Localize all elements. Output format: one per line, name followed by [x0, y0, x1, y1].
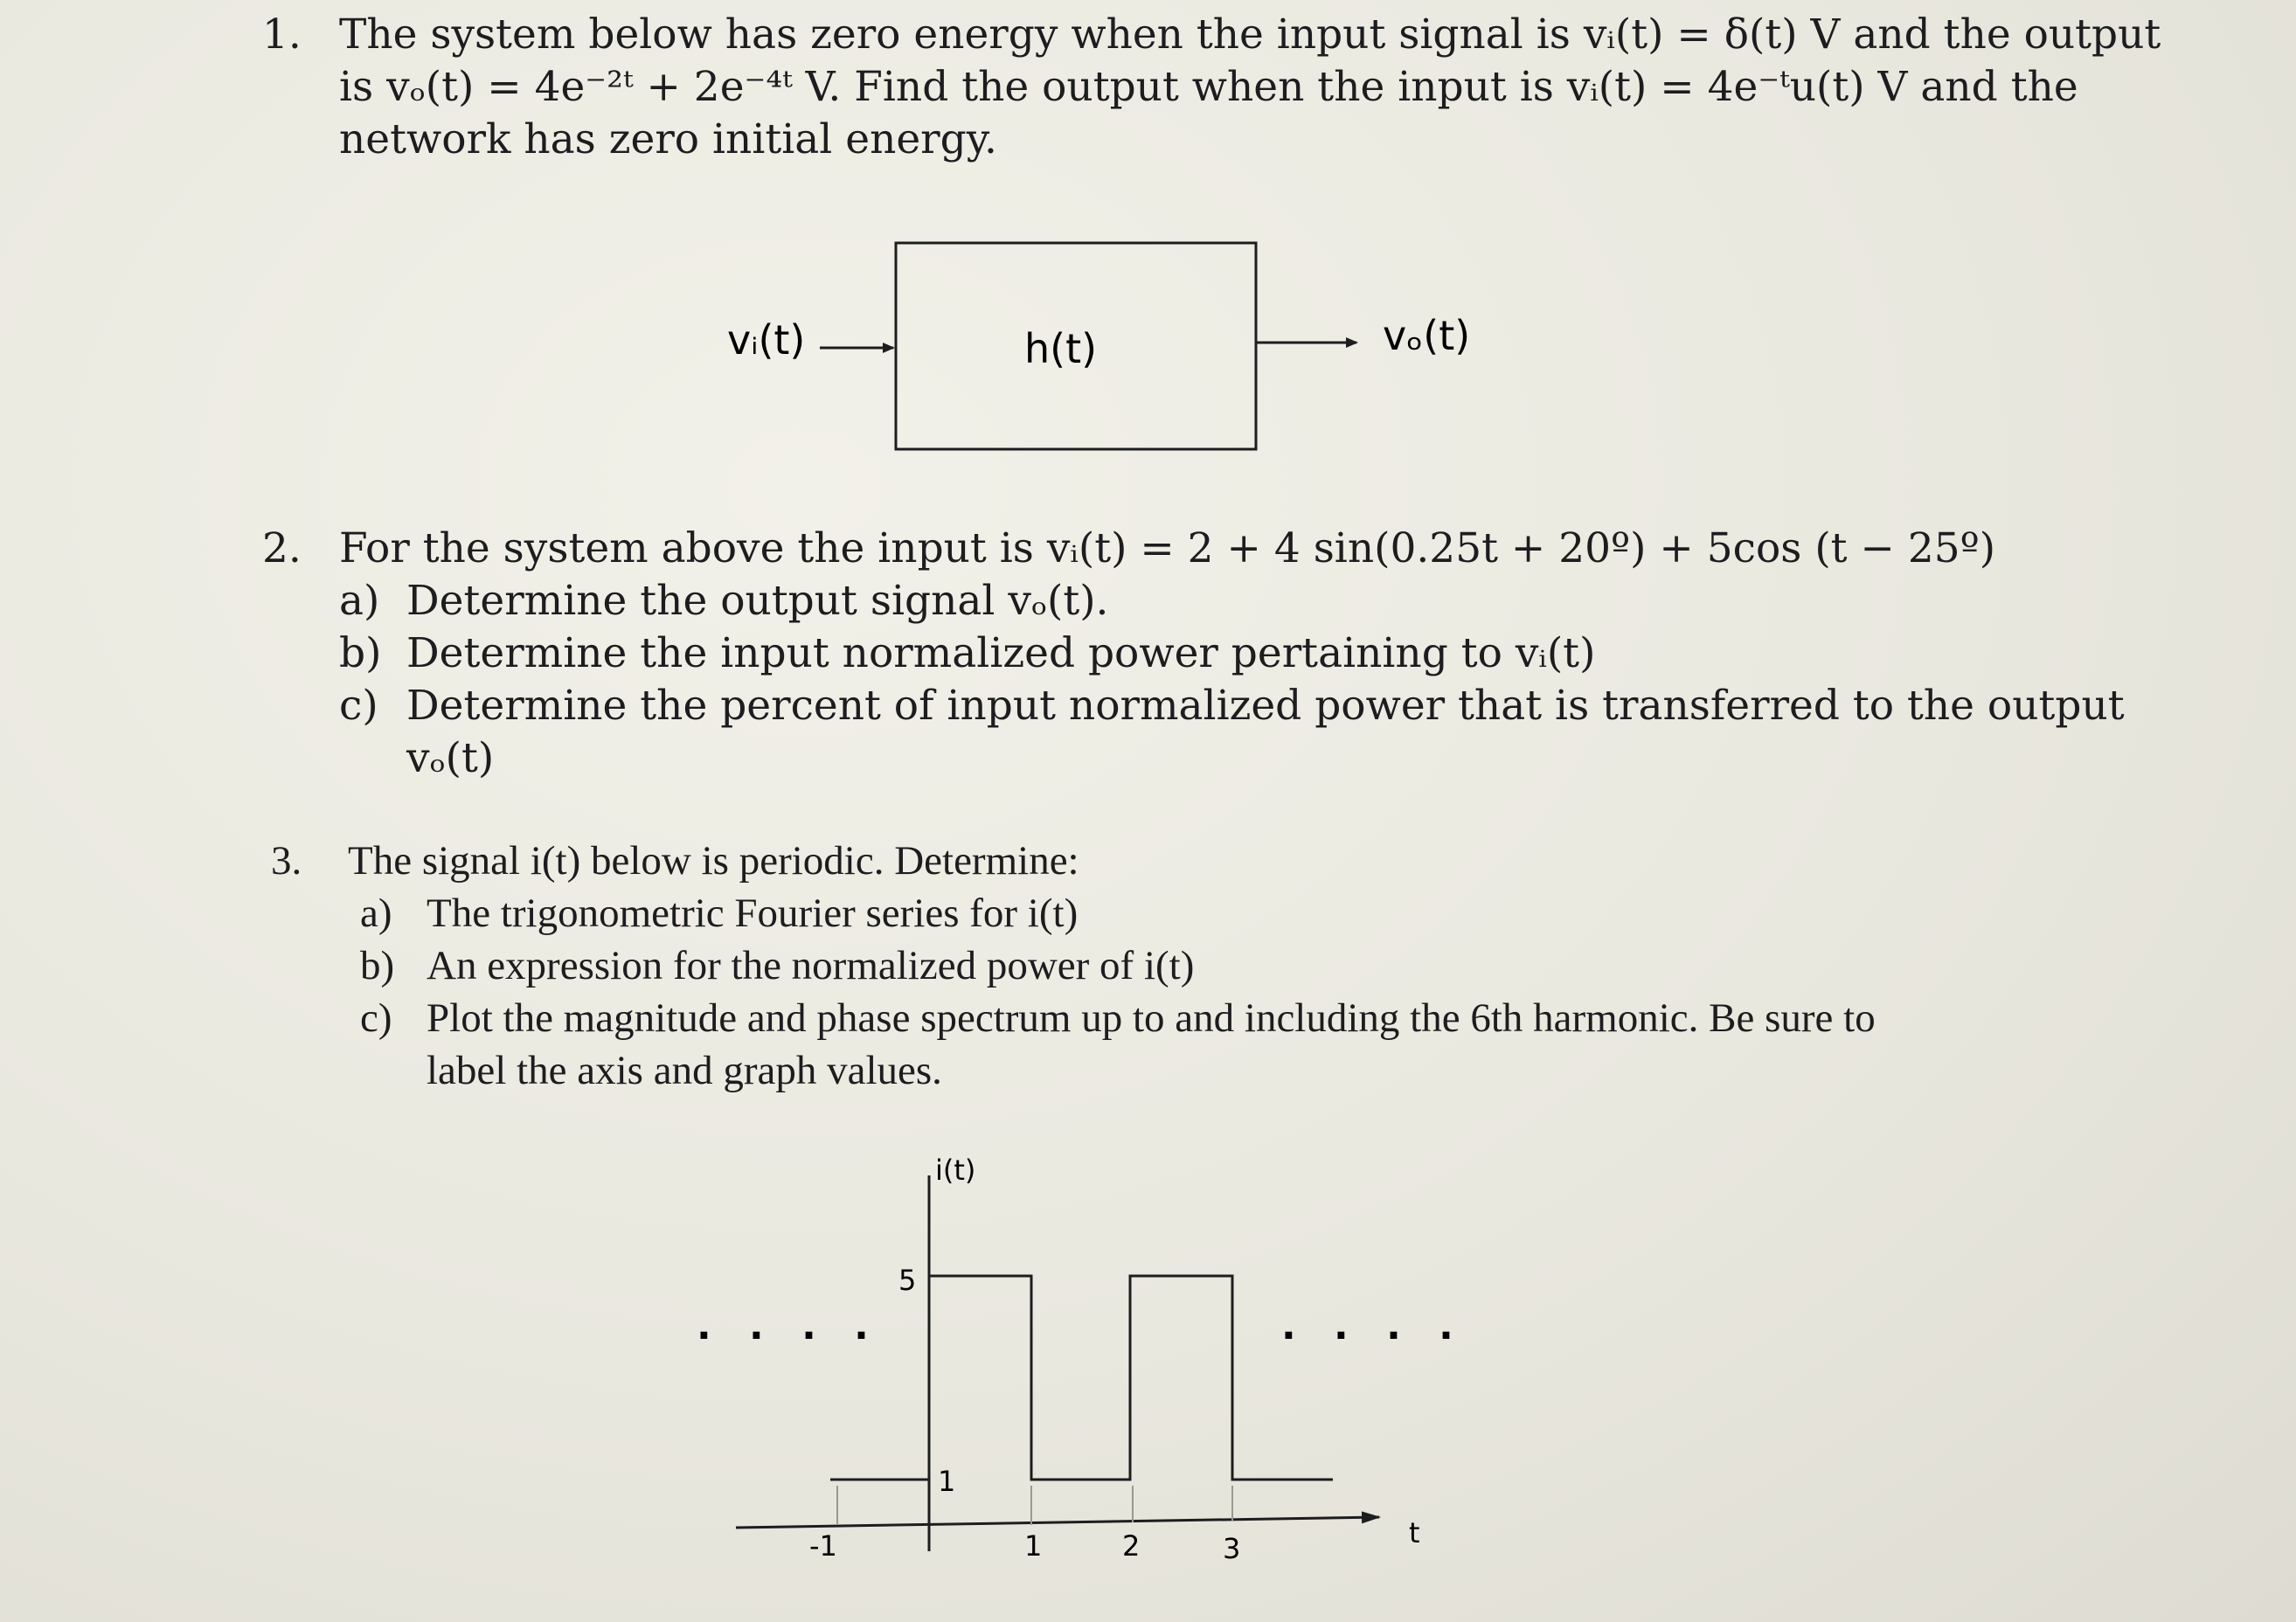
x-tick-1: 1: [1024, 1529, 1043, 1563]
x-axis: [736, 1517, 1379, 1528]
q3-item-c-text-2: label the axis and graph values.: [427, 1048, 942, 1093]
q1-text-1: The system below has zero energy when the input signal is vᵢ(t) = δ(t) V and the output: [339, 10, 2161, 59]
q3-item-a-text: The trigonometric Fourier series for i(t): [427, 891, 1079, 936]
q2-item-b-label: b): [339, 629, 382, 677]
q3-text-1: The signal i(t) below is periodic. Determine:: [348, 838, 1079, 884]
q2-item-c-text-2: vₒ(t): [406, 734, 495, 782]
y-axis-label: i(t): [935, 1154, 976, 1187]
x-axis-label: t: [1409, 1516, 1420, 1549]
q2-item-c-text: Determine the percent of input normalized power that is transferred to the output: [406, 682, 2125, 730]
y-tick-5: 5: [898, 1264, 917, 1297]
q3-item-c-text: Plot the magnitude and phase spectrum up to and including the 6th harmonic. Be sure to: [427, 995, 1876, 1041]
q2-number: 2.: [262, 524, 302, 572]
x-tick-3: 3: [1223, 1532, 1241, 1565]
ellipsis-right: . . . .: [1281, 1304, 1466, 1348]
q1-number: 1.: [262, 10, 302, 59]
q1-text-3: network has zero initial energy.: [339, 115, 997, 163]
q3-item-c-label: c): [360, 995, 392, 1041]
q2-item-a-text: Determine the output signal vₒ(t).: [406, 577, 1109, 625]
q2-item-b-text: Determine the input normalized power pertaining to vᵢ(t): [406, 629, 1596, 677]
q3-number: 3.: [271, 838, 302, 884]
y-tick-1: 1: [938, 1465, 956, 1498]
block-label: h(t): [1024, 325, 1098, 372]
q3-item-b-text: An expression for the normalized power of i(t): [427, 943, 1195, 988]
ellipsis-left: . . . .: [697, 1304, 881, 1348]
q3-item-a-label: a): [360, 891, 392, 936]
q2-text-1: For the system above the input is vᵢ(t) = 2 + 4 sin(0.25t + 20º) + 5cos (t − 25º): [339, 524, 1996, 572]
input-signal-label: vᵢ(t): [727, 316, 806, 364]
x-tick-2: 2: [1122, 1529, 1141, 1563]
x-tick-neg-1: -1: [809, 1529, 837, 1563]
q2-item-c-label: c): [339, 682, 378, 730]
output-signal-label: vₒ(t): [1383, 312, 1471, 359]
q2-item-a-label: a): [339, 577, 380, 625]
signal-waveform: [830, 1276, 1333, 1480]
q3-item-b-label: b): [360, 943, 395, 988]
q1-text-2: is vₒ(t) = 4e⁻²ᵗ + 2e⁻⁴ᵗ V. Find the output when the input is vᵢ(t) = 4e⁻ᵗu(t) V and the: [339, 63, 2078, 111]
